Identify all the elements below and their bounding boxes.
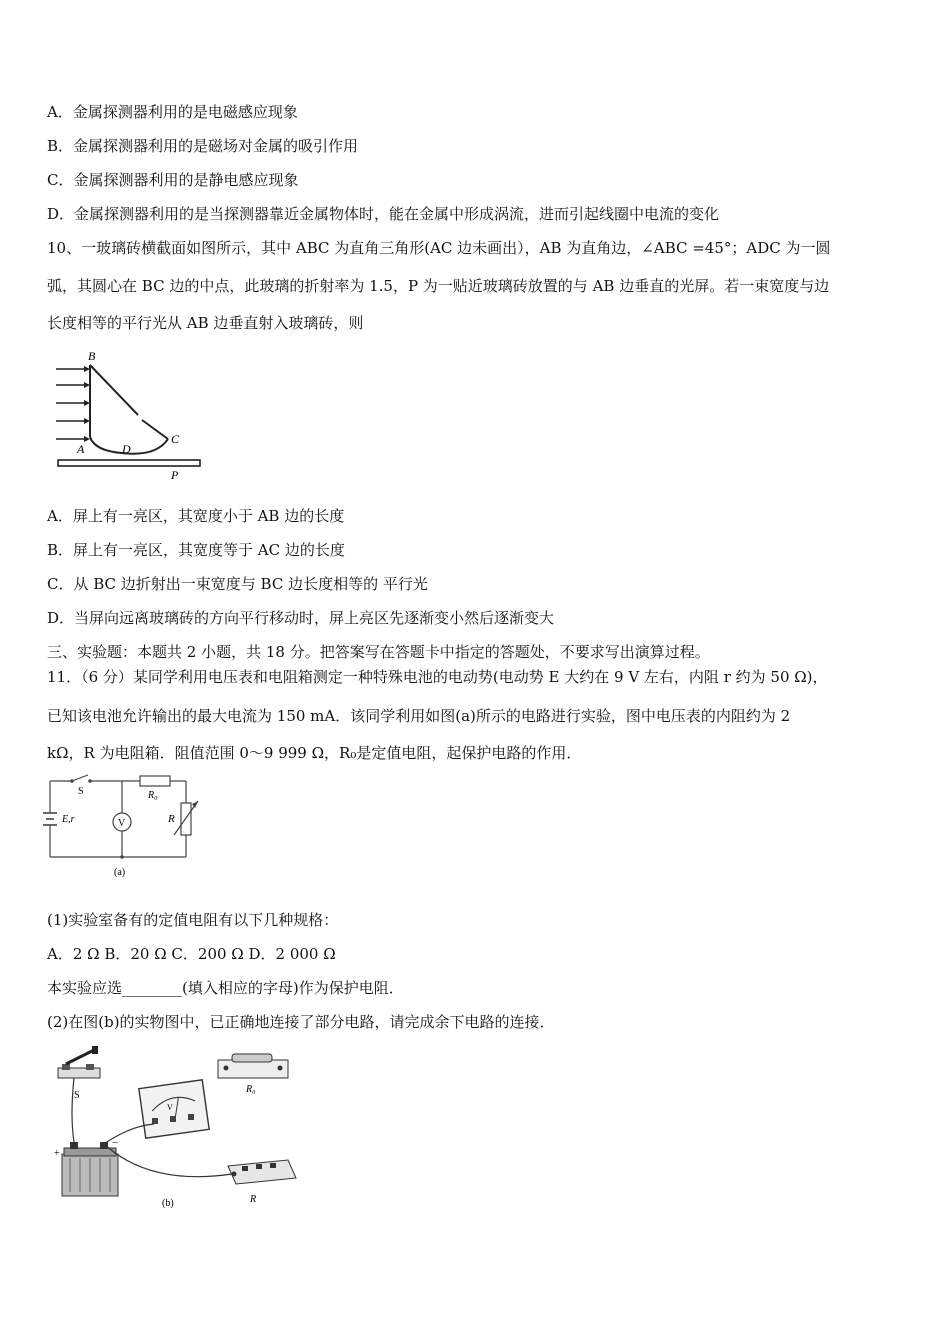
q10-stem-line3: 长度相等的平行光从 AB 边垂直射入玻璃砖，则 [47,314,364,332]
q9-option-b: B．金属探测器利用的是磁场对金属的吸引作用 [47,137,359,155]
label-plus: + [54,1148,60,1159]
label-c: C [171,432,180,446]
q11-part2: (2)在图(b)的实物图中，已正确地连接了部分电路，请完成余下电路的连接． [47,1013,555,1031]
q11-choices: A．2 Ω B．20 Ω C．200 Ω D．2 000 Ω [47,945,336,963]
q9-option-a: A．金属探测器利用的是电磁感应现象 [47,103,298,121]
label-er: E,r [62,814,75,825]
voltmeter [139,1080,209,1138]
circuit-diagram-a [40,773,200,881]
battery [62,1142,118,1196]
label-v: V [167,1103,173,1112]
label-r0: R₀ [148,790,158,801]
q10-option-d: D．当屏向远离玻璃砖的方向平行移动时，屏上亮区先逐渐变小然后逐渐变大 [47,609,555,627]
q9-option-d: D．金属探测器利用的是当探测器靠近金属物体时，能在金属中形成涡流，进而引起线圈中电流的变化 [47,205,720,223]
resistor-r0 [218,1054,288,1078]
label-r: R [168,813,175,825]
wire [104,1144,232,1177]
node [70,779,74,783]
section3-heading: 三、实验题：本题共 2 小题，共 18 分。把答案写在答题卡中指定的答题处，不要求写出演算过程。 [47,643,710,661]
q11-part1: (1)实验室备有的定值电阻有以下几种规格： [47,911,339,929]
caption-b: (b) [162,1198,174,1208]
glass-brick-figure [50,347,210,482]
label-s: S [74,1090,80,1101]
caption-a: (a) [114,867,126,878]
label-p: P [171,468,179,482]
switch-s [72,775,88,781]
q10-stem-line2: 弧，其圆心在 BC 边的中点，此玻璃的折射率为 1.5，P 为一贴近玻璃砖放置的与 AB 边垂直的光屏。若一束宽度与边 [47,277,830,295]
q11-fill-blank: 本实验应选________(填入相应的字母)作为保护电阻． [47,979,404,997]
node [120,855,124,859]
q11-stem-line3: kΩ，R 为电阻箱．阻值范围 0～9 999 Ω，R₀是定值电阻，起保护电路的作用． [47,744,582,762]
label-b: B [88,349,96,363]
label-v: V [118,818,126,829]
screen-p [58,460,200,466]
label-s: S [78,786,84,797]
knife-switch [58,1046,100,1078]
wire [72,1078,74,1142]
q9-option-c: C．金属探测器利用的是静电感应现象 [47,171,299,189]
q10-option-b: B．屏上有一亮区，其宽度等于 AC 边的长度 [47,541,345,559]
q10-option-a: A．屏上有一亮区，其宽度小于 AB 边的长度 [47,507,345,525]
label-minus: − [112,1137,119,1149]
q11-stem-line1: 11．（6 分）某同学利用电压表和电阻箱测定一种特殊电池的电动势(电动势 E 大约在 9 V 左右，内阻 r 约为 50 Ω)， [47,668,828,686]
resistance-box [228,1160,296,1184]
resistor-r0 [140,776,170,786]
label-d: D [122,442,131,456]
q10-option-c: C．从 BC 边折射出一束宽度与 BC 边长度相等的 平行光 [47,575,428,593]
rheostat-arrow [192,801,198,808]
label-r0: R₀ [246,1084,256,1095]
q10-stem-line1: 10、一玻璃砖横截面如图所示，其中 ABC 为直角三角形(AC 边未画出），AB 为直角边，∠ABC =45°；ADC 为一圆 [47,239,831,257]
edge-bc [142,420,168,439]
node [88,779,92,783]
apparatus-figure-b [50,1046,300,1208]
q11-stem-line2: 已知该电池允许输出的最大电流为 150 mA．该同学利用如图(a)所示的电路进行实验，图中电压表的内阻约为 2 [47,707,791,725]
label-r: R [250,1194,257,1205]
edge-bc [90,365,138,415]
label-a: A [77,442,85,456]
